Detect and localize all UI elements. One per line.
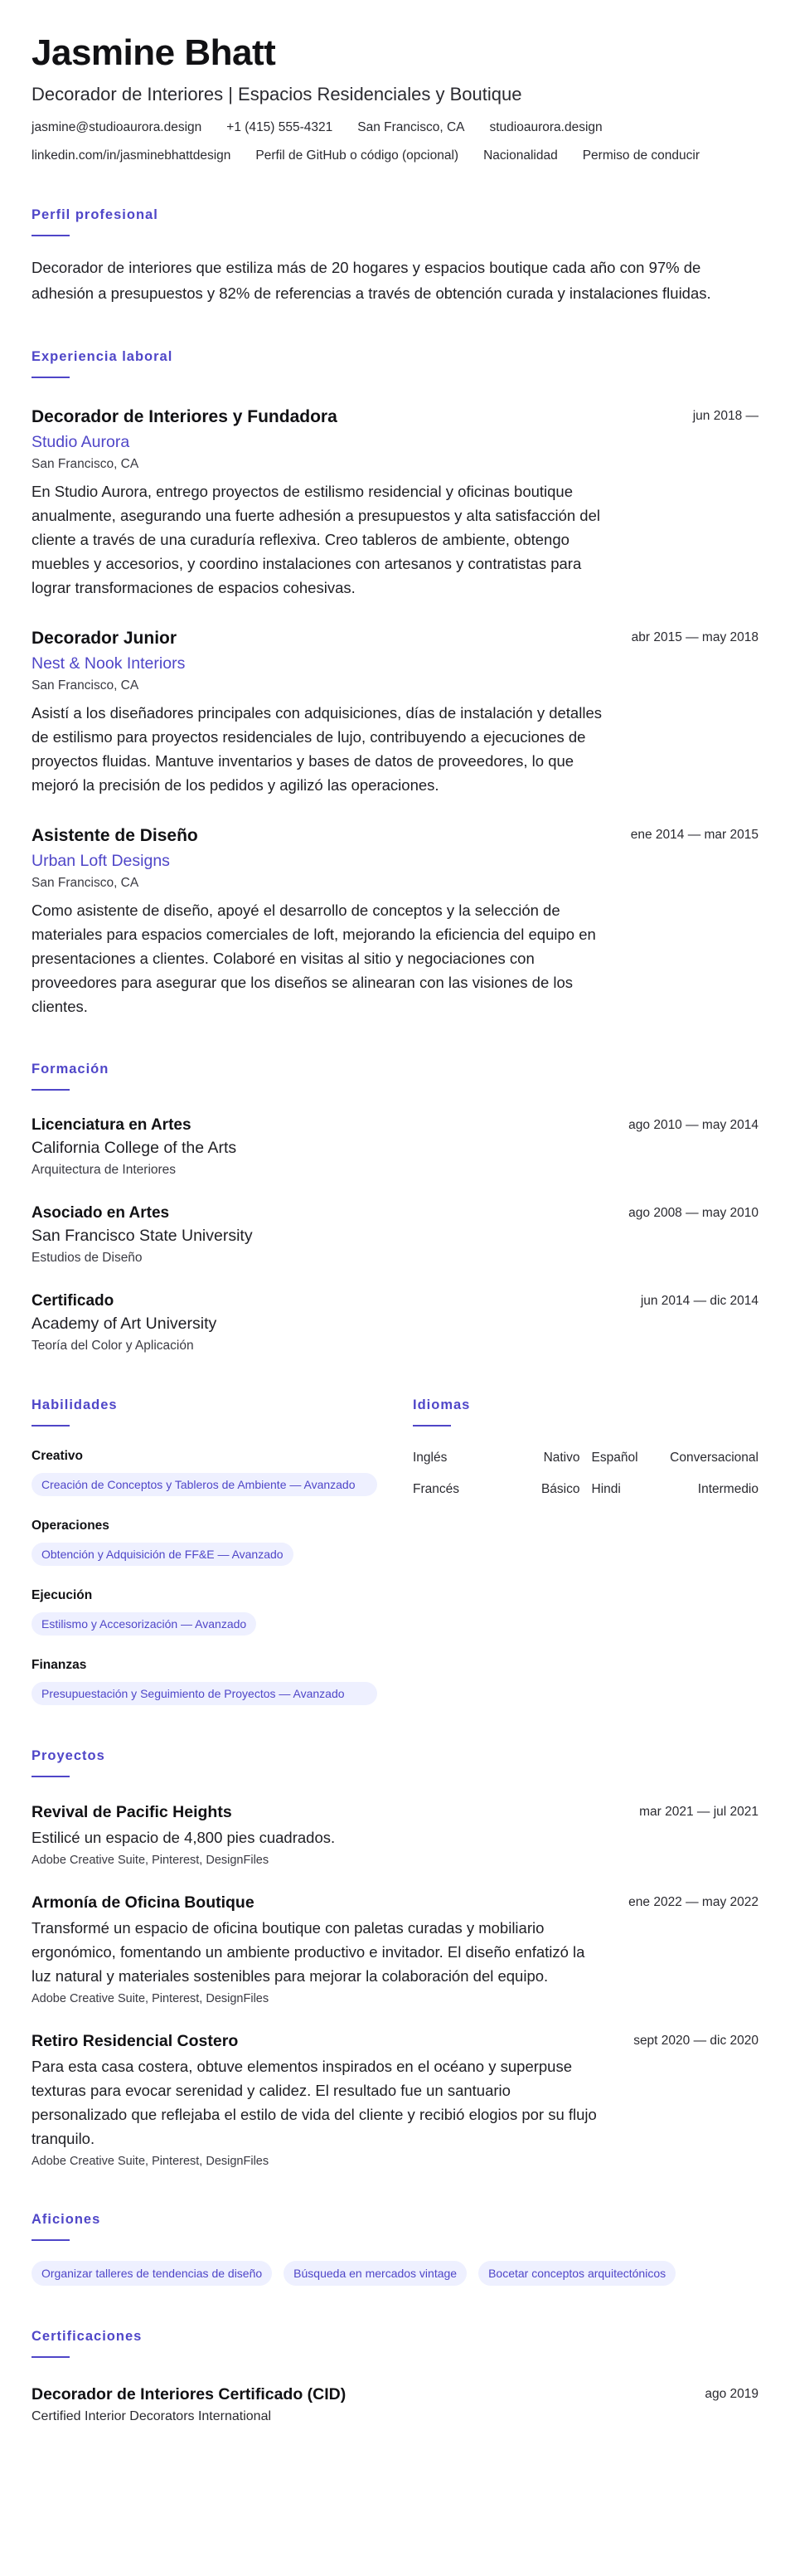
- section-title-languages: Idiomas: [413, 1397, 471, 1412]
- education-section: [32, 1062, 758, 1354]
- section-divider: [413, 1425, 451, 1427]
- job-date: jun 2018 —: [692, 409, 758, 423]
- headline: Decorador de Interiores | Espacios Residenciales y Boutique: [32, 84, 522, 104]
- project-tools: Adobe Creative Suite, Pinterest, DesignFiles: [32, 2155, 269, 2168]
- job-date: ene 2014 — mar 2015: [630, 828, 758, 842]
- resume-header: [32, 32, 758, 164]
- company-name: Nest & Nook Interiors: [32, 654, 186, 673]
- experience-item: [32, 406, 758, 600]
- job-date: abr 2015 — may 2018: [631, 630, 758, 644]
- certification-title: Decorador de Interiores Certificado (CID): [32, 2385, 347, 2403]
- section-title-summary: Perfil profesional: [32, 207, 158, 222]
- project-date: mar 2021 — jul 2021: [639, 1805, 758, 1819]
- company-name: Urban Loft Designs: [32, 852, 170, 870]
- certifications-section: [32, 2329, 758, 2426]
- degree: Licenciatura en Artes: [32, 1116, 191, 1134]
- education-date: ago 2010 — may 2014: [628, 1118, 758, 1132]
- field-of-study: Teoría del Color y Aplicación: [32, 1339, 194, 1353]
- section-divider: [32, 377, 70, 378]
- language-list: [413, 1450, 758, 1498]
- skills-section: [32, 1397, 377, 1705]
- skill-tag: Presupuestación y Seguimiento de Proyectos — Avanzado: [32, 1682, 377, 1705]
- job-title: Decorador Junior: [32, 629, 177, 648]
- skill-tag: Estilismo y Accesorización — Avanzado: [32, 1612, 256, 1636]
- skill-category: [32, 1448, 377, 1496]
- language-level: Conversacional: [670, 1451, 758, 1465]
- school-name: San Francisco State University: [32, 1227, 253, 1245]
- hobby-tag: Bocetar conceptos arquitectónicos: [478, 2261, 676, 2286]
- school-name: Academy of Art University: [32, 1315, 217, 1333]
- language-level: Intermedio: [697, 1482, 758, 1496]
- summary-section: [32, 207, 758, 306]
- skill-category-name: Operaciones: [32, 1519, 109, 1533]
- education-date: ago 2008 — may 2010: [628, 1206, 758, 1220]
- section-divider: [32, 1089, 70, 1091]
- project-date: ene 2022 — may 2022: [628, 1895, 758, 1909]
- language-item: [592, 1450, 759, 1466]
- hobbies-section: [32, 2212, 758, 2286]
- contact-nationality: Nacionalidad: [483, 148, 558, 163]
- job-title: Asistente de Diseño: [32, 826, 198, 845]
- skill-category: [32, 1587, 377, 1636]
- hobby-tag: Organizar talleres de tendencias de diseño: [32, 2261, 272, 2286]
- job-location: San Francisco, CA: [32, 457, 139, 471]
- project-date: sept 2020 — dic 2020: [633, 2034, 758, 2048]
- job-description: En Studio Aurora, entrego proyectos de estilismo residencial y oficinas boutique anualmente, asegurando una fuerte adhesión a presupuestos y alta satisfacción del cliente a través de una curaduría reflexiva. Creo tableros de ambiente, obtengo muebles y accesorios, y coordino instalaciones con artesanos y contratistas para lograr transformaciones de espacios cohesivas.: [32, 483, 600, 596]
- skill-category: [32, 1657, 377, 1705]
- section-divider: [32, 2239, 70, 2241]
- certification-item: [32, 2384, 758, 2426]
- experience-section: [32, 349, 758, 1018]
- education-item: [32, 1291, 758, 1354]
- languages-section: [413, 1397, 758, 1705]
- education-date: jun 2014 — dic 2014: [640, 1294, 758, 1308]
- job-title: Decorador de Interiores y Fundadora: [32, 407, 337, 426]
- language-item: [413, 1481, 580, 1498]
- experience-item: [32, 825, 758, 1018]
- language-name: Español: [591, 1451, 638, 1465]
- education-item: [32, 1115, 758, 1179]
- contact-github[interactable]: Perfil de GitHub o código (opcional): [255, 148, 459, 163]
- section-divider: [32, 2356, 70, 2358]
- contact-phone[interactable]: +1 (415) 555-4321: [226, 120, 333, 134]
- language-name: Francés: [413, 1482, 459, 1496]
- experience-item: [32, 628, 758, 797]
- project-description: Para esta casa costera, obtuve elementos inspirados en el océano y superpuse texturas para evocar serenidad y calidez. El resultado fue un santuario personalizado que reflejaba el estilo de vida del cliente y recibió elogios por su flujo tranquilo.: [32, 2058, 597, 2147]
- summary-text: Decorador de interiores que estiliza más de 20 hogares y espacios boutique cada año con 97% de adhesión a presupuestos y 82% de referencias a través de obtención curada y instalaciones fluidas.: [32, 259, 711, 302]
- job-location: San Francisco, CA: [32, 876, 139, 890]
- language-name: Hindi: [591, 1482, 621, 1496]
- field-of-study: Estudios de Diseño: [32, 1251, 143, 1265]
- section-title-education: Formación: [32, 1062, 109, 1077]
- job-location: San Francisco, CA: [32, 678, 139, 693]
- section-title-experience: Experiencia laboral: [32, 349, 173, 364]
- section-title-projects: Proyectos: [32, 1748, 105, 1763]
- skills-languages-row: [32, 1397, 758, 1705]
- section-title-certifications: Certificaciones: [32, 2329, 143, 2344]
- language-item: [592, 1481, 759, 1498]
- skill-category-name: Ejecución: [32, 1588, 93, 1602]
- language-level: Básico: [540, 1482, 580, 1496]
- section-title-hobbies: Aficiones: [32, 2212, 101, 2227]
- section-title-skills: Habilidades: [32, 1397, 118, 1412]
- job-description: Como asistente de diseño, apoyé el desarrollo de conceptos y la selección de materiales para espacios comerciales de loft, mejorando la eficiencia del equipo en presentaciones a clientes. Colaboré en visitas al sitio y negociaciones con proveedores para asegurar que los diseños se alinearan con las visiones de los clientes.: [32, 902, 596, 1015]
- section-divider: [32, 235, 70, 236]
- degree: Asociado en Artes: [32, 1204, 170, 1222]
- language-level: Nativo: [543, 1451, 580, 1465]
- language-name: Inglés: [413, 1451, 448, 1465]
- contact-website[interactable]: studioaurora.design: [489, 120, 603, 134]
- project-description: Estilicé un espacio de 4,800 pies cuadrados.: [32, 1829, 336, 1846]
- project-title: Revival de Pacific Heights: [32, 1803, 232, 1821]
- contact-location: San Francisco, CA: [357, 120, 465, 134]
- skill-tag: Obtención y Adquisición de FF&E — Avanzado: [32, 1543, 293, 1566]
- project-item: [32, 2031, 758, 2169]
- skill-category-name: Creativo: [32, 1449, 84, 1463]
- certification-date: ago 2019: [705, 2387, 758, 2401]
- section-divider: [32, 1776, 70, 1777]
- project-tools: Adobe Creative Suite, Pinterest, DesignFiles: [32, 1992, 269, 2005]
- job-description: Asistí a los diseñadores principales con adquisiciones, días de instalación y detalles de estilismo para proyectos residenciales de lujo, contribuyendo a ejecuciones de proyectos fluidas. Mantuve inventarios y bases de datos de proveedores, lo que mejoró la precisión de los pedidos y agilizó las operaciones.: [32, 704, 602, 794]
- project-tools: Adobe Creative Suite, Pinterest, DesignFiles: [32, 1854, 269, 1867]
- company-name: Studio Aurora: [32, 433, 130, 451]
- contact-linkedin[interactable]: linkedin.com/in/jasminebhattdesign: [32, 148, 231, 163]
- section-divider: [32, 1425, 70, 1427]
- skill-category-name: Finanzas: [32, 1658, 87, 1672]
- contact-email[interactable]: jasmine@studioaurora.design: [32, 120, 202, 134]
- education-item: [32, 1203, 758, 1266]
- person-name: Jasmine Bhatt: [32, 32, 276, 73]
- project-title: Armonía de Oficina Boutique: [32, 1893, 254, 1912]
- hobby-tag: Búsqueda en mercados vintage: [284, 2261, 467, 2286]
- language-item: [413, 1450, 580, 1466]
- degree: Certificado: [32, 1292, 114, 1310]
- skill-category: [32, 1518, 377, 1566]
- skill-tag: Creación de Conceptos y Tableros de Ambiente — Avanzado: [32, 1473, 377, 1496]
- school-name: California College of the Arts: [32, 1139, 237, 1157]
- project-title: Retiro Residencial Costero: [32, 2032, 239, 2050]
- project-item: [32, 1893, 758, 2006]
- certification-issuer: Certified Interior Decorators International: [32, 2409, 272, 2423]
- contact-driving-license: Permiso de conducir: [582, 148, 700, 163]
- projects-section: [32, 1748, 758, 2169]
- project-description: Transformé un espacio de oficina boutique con paletas curadas y mobiliario ergonómico, fomentando un ambiente productivo e invitador. El diseño enfatizó la luz natural y materiales sostenibles para mejorar la colaboración del equipo.: [32, 1919, 585, 1985]
- field-of-study: Arquitectura de Interiores: [32, 1163, 177, 1177]
- hobby-list: [32, 2261, 758, 2286]
- contact-list: [32, 119, 758, 164]
- project-item: [32, 1802, 758, 1868]
